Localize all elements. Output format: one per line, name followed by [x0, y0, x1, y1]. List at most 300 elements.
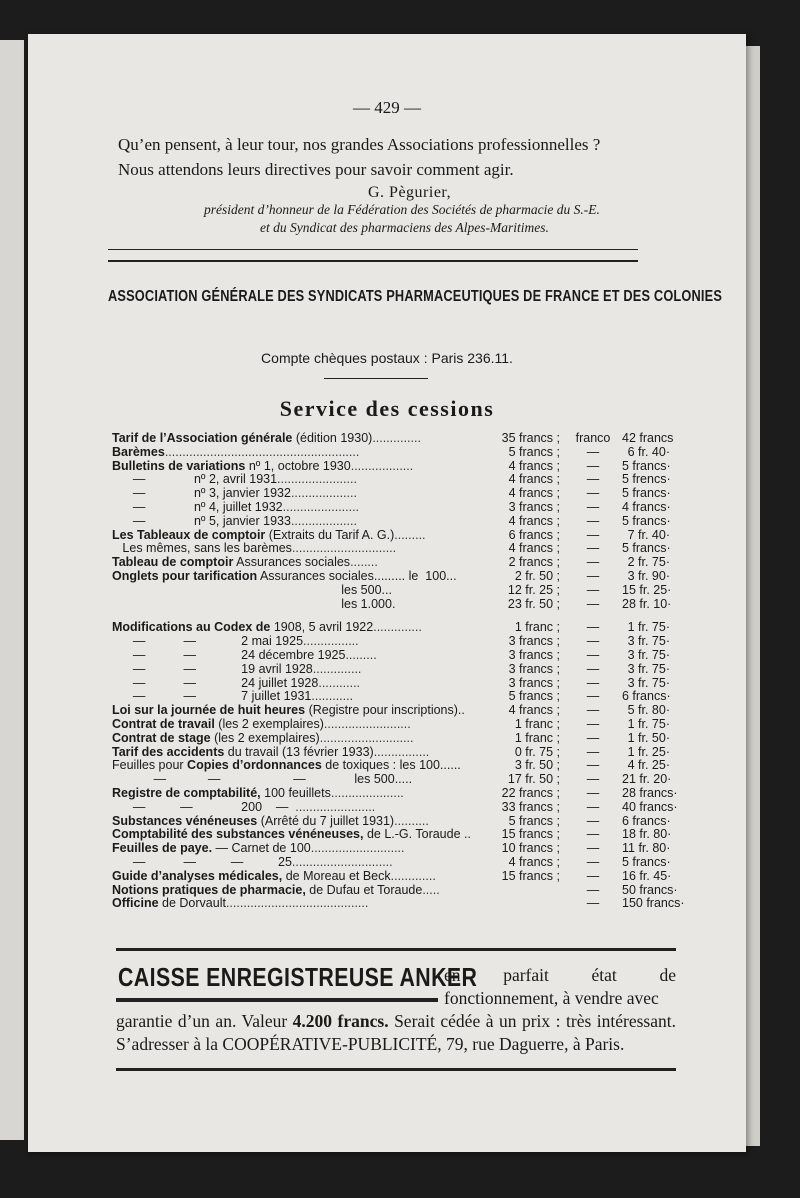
- item-label: [112, 487, 357, 501]
- item-label: [112, 635, 359, 649]
- ad-price: 4.200 francs.: [292, 1011, 389, 1031]
- item-label: [112, 690, 353, 704]
- item-franco-price: 15 fr. 25·: [622, 582, 672, 597]
- item-franco: [564, 799, 678, 815]
- price-row: [112, 649, 672, 663]
- item-label-bold: Contrat de travail: [112, 716, 215, 731]
- item-price: 12 fr. 25 ;: [507, 582, 560, 597]
- item-franco: [564, 621, 672, 635]
- item-label: [112, 732, 414, 746]
- item-franco-price: 7 fr. 40·: [627, 527, 670, 542]
- item-label: — — 19 avril 1928: [112, 661, 313, 676]
- item-label-bold: Barèmes: [112, 444, 165, 459]
- divider-thick: [108, 260, 638, 262]
- item-franco-price: 6 francs·: [622, 813, 671, 828]
- item-franco-price: 3 fr. 75·: [627, 675, 670, 690]
- item-label: — — 200 —: [112, 799, 296, 814]
- item-label: — — 24 juillet 1928: [112, 675, 319, 690]
- item-separator: —: [586, 841, 600, 856]
- item-price: 4 francs ;: [508, 472, 560, 487]
- item-label: [112, 828, 471, 842]
- item-label: — nº 5, janvier 1933: [112, 513, 291, 528]
- item-franco: [564, 746, 672, 760]
- item-dots: .........: [394, 527, 426, 542]
- item-franco: [564, 759, 672, 773]
- quote-line-1: Qu’en pensent, à leur tour, nos grandes Associations professionnelles ?: [118, 135, 601, 154]
- item-separator: —: [586, 582, 600, 597]
- item-label: [112, 801, 375, 815]
- item-franco-price: 6 fr. 40·: [627, 444, 670, 459]
- document-page: [28, 34, 746, 1152]
- signature-title-1: président d’honneur de la Fédération des Sociétés de pharmacie du S.-E.: [204, 202, 600, 217]
- item-label: [112, 473, 357, 487]
- page-stack-edge: [746, 46, 760, 1146]
- price-row: [112, 432, 672, 446]
- price-row: [112, 842, 672, 856]
- item-label: du travail (13 février 1933): [224, 744, 374, 759]
- item-dots: ............: [318, 675, 361, 690]
- price-row: [112, 501, 672, 515]
- item-price: 4 francs ;: [508, 458, 560, 473]
- price-row: [112, 515, 672, 529]
- item-label: [112, 542, 396, 556]
- item-separator: —: [586, 634, 600, 649]
- item-dots: ...........................: [310, 841, 405, 856]
- item-label: — — — 25: [112, 854, 292, 869]
- item-label-bold: Bulletins de variations: [112, 458, 246, 473]
- price-row: [112, 704, 672, 718]
- item-price: 4 francs ;: [508, 703, 560, 718]
- item-dots: ..............: [373, 620, 422, 635]
- item-franco: [564, 598, 672, 612]
- association-name: ASSOCIATION GÉNÉRALE DES SYNDICATS PHARMACEUTIQUES DE FRANCE ET DES COLONIES: [108, 288, 723, 305]
- item-franco-price: 3 fr. 75·: [627, 647, 670, 662]
- price-row: [112, 828, 672, 842]
- item-label: [112, 515, 357, 529]
- item-price: 4 francs ;: [508, 486, 560, 501]
- item-franco: [564, 870, 672, 884]
- item-label: [112, 432, 421, 446]
- ad-body-text: [116, 1010, 676, 1056]
- item-franco-price: 50 francs·: [622, 882, 678, 897]
- item-label: les 1.000.: [112, 596, 396, 611]
- item-label: [112, 460, 413, 474]
- item-label-bold: Substances vénéneuses: [112, 813, 258, 828]
- item-label: de L.-G. Toraude ..: [363, 827, 471, 842]
- item-label: Assurances sociales: [233, 555, 351, 570]
- item-separator: —: [586, 730, 600, 745]
- item-franco: [564, 473, 672, 487]
- price-row: [112, 598, 672, 612]
- price-row: [112, 584, 672, 598]
- price-row: [112, 487, 672, 501]
- item-label: [112, 773, 412, 787]
- item-franco: [564, 556, 672, 570]
- ad-title-underline: [116, 998, 438, 1002]
- item-dots: .........................: [323, 716, 411, 731]
- item-franco: [564, 515, 672, 529]
- price-row: [112, 773, 672, 787]
- item-label-bold: Registre de comptabilité,: [112, 785, 261, 800]
- item-franco: [564, 773, 672, 787]
- item-separator: —: [586, 689, 600, 704]
- item-franco-price: 28 fr. 10·: [622, 596, 672, 611]
- item-franco-price: 5 francs·: [622, 458, 671, 473]
- item-franco: [564, 882, 678, 898]
- item-separator: —: [586, 661, 600, 676]
- price-row: [112, 635, 672, 649]
- item-label: — — — les 500.....: [112, 772, 413, 787]
- item-franco: [564, 690, 672, 704]
- item-franco-price: 2 fr. 75·: [627, 555, 670, 570]
- item-price: 4 francs ;: [508, 854, 560, 869]
- item-price: 1 franc ;: [514, 620, 560, 635]
- item-separator: —: [586, 513, 600, 528]
- item-separator: —: [586, 799, 600, 814]
- price-row: [112, 690, 672, 704]
- item-price: 23 fr. 50 ;: [507, 596, 560, 611]
- item-dots: .......................: [295, 799, 376, 814]
- price-row: [112, 556, 672, 570]
- item-franco: [564, 718, 672, 732]
- item-franco-price: 3 fr. 75·: [627, 634, 670, 649]
- item-price: 17 fr. 50 ;: [507, 772, 560, 787]
- item-label: (édition 1930): [292, 431, 373, 445]
- item-label: de Moreau et Beck: [282, 868, 391, 883]
- item-price: 2 francs ;: [508, 555, 560, 570]
- ad-rule-top: [116, 948, 676, 951]
- item-dots: .........: [345, 647, 377, 662]
- item-franco-price: 5 fr. 80·: [627, 703, 670, 718]
- item-label: Feuilles pour: [112, 758, 188, 773]
- item-separator: —: [586, 758, 600, 773]
- price-row: [112, 446, 672, 460]
- item-dots: ..................: [350, 458, 414, 473]
- item-label: 100 feuillets: [260, 785, 331, 800]
- item-label-bold: Feuilles de paye.: [112, 841, 213, 856]
- item-franco: [564, 842, 672, 856]
- item-label: (les 2 exemplaires): [210, 730, 320, 745]
- item-label-bold: Onglets pour tarification: [112, 568, 258, 583]
- item-label-bold: Contrat de stage: [112, 730, 211, 745]
- item-label: (Extraits du Tarif A. G.): [265, 527, 395, 542]
- item-separator: —: [586, 486, 600, 501]
- item-franco: [564, 487, 672, 501]
- item-price: 5 francs ;: [508, 813, 560, 828]
- item-label: les 500...: [112, 582, 392, 597]
- ad-side-text: en parfait état de fonctionnement, à vendre avec: [444, 965, 676, 1008]
- item-label: (les 2 exemplaires): [214, 716, 324, 731]
- item-label-bold: Tarif des accidents: [112, 744, 225, 759]
- item-franco: [564, 896, 685, 911]
- item-label: de Dorvault: [158, 896, 226, 911]
- item-label: [112, 584, 392, 598]
- item-price: 3 francs ;: [508, 661, 560, 676]
- item-price: 33 francs ;: [501, 799, 560, 814]
- item-dots: ..............................: [291, 541, 397, 556]
- item-separator: —: [586, 882, 600, 897]
- item-label: [112, 787, 404, 801]
- item-label: [112, 649, 377, 663]
- item-label: [112, 570, 457, 584]
- short-divider: [324, 378, 428, 379]
- item-label: — — 24 décembre 1925: [112, 647, 346, 662]
- item-separator: —: [586, 854, 600, 869]
- item-label: [112, 759, 461, 773]
- quote-line-2: Nous attendons leurs directives pour savoir comment agir.: [118, 160, 514, 179]
- item-separator: —: [586, 541, 600, 556]
- item-label: — Carnet de 100: [212, 841, 311, 856]
- item-dots: .........................................: [225, 896, 369, 911]
- ad-text-pre: garantie d’un an. Valeur: [116, 1011, 293, 1031]
- item-franco: [564, 663, 672, 677]
- facing-page-edge: [0, 40, 24, 1140]
- item-label: (Registre pour inscriptions)..: [305, 703, 465, 718]
- item-franco: [564, 732, 672, 746]
- item-label: [112, 870, 436, 884]
- item-separator: —: [586, 785, 600, 800]
- price-row: [112, 570, 672, 584]
- item-label: [112, 501, 359, 515]
- item-label: [112, 663, 361, 677]
- item-price: 5 francs ;: [508, 444, 560, 459]
- item-price: 15 francs ;: [501, 868, 560, 883]
- item-price: 10 francs ;: [501, 841, 560, 856]
- item-franco-price: 11 fr. 80·: [622, 841, 671, 856]
- item-franco-price: 16 fr. 45·: [622, 868, 672, 883]
- item-separator: —: [586, 596, 600, 611]
- item-price: 5 francs ;: [508, 689, 560, 704]
- price-row: [112, 759, 672, 773]
- item-price: 4 francs ;: [508, 513, 560, 528]
- item-separator: —: [586, 444, 600, 459]
- item-dots: ............: [311, 689, 354, 704]
- price-row: [112, 460, 672, 474]
- item-separator: —: [586, 703, 600, 718]
- item-dots: ........................................................: [164, 444, 360, 459]
- postal-account: Compte chèques postaux : Paris 236.11.: [261, 350, 513, 366]
- price-list: [112, 431, 685, 911]
- item-dots: ......................: [282, 499, 360, 514]
- service-title: Service des cessions: [279, 396, 495, 421]
- item-label-bold: Guide d’analyses médicales,: [112, 868, 283, 883]
- item-label: [112, 884, 440, 898]
- item-franco-price: 5 francs·: [622, 513, 671, 528]
- item-dots: .....: [422, 882, 440, 897]
- item-franco-price: 4 fr. 25·: [627, 758, 670, 773]
- item-label: [112, 621, 422, 635]
- item-dots: .............: [390, 868, 436, 883]
- item-label-bold: Les Tableaux de comptoir: [112, 527, 266, 542]
- item-franco-price: 4 francs·: [622, 499, 671, 514]
- signature-title-2: et du Syndicat des pharmaciens des Alpes-Maritimes.: [260, 220, 549, 235]
- price-row: [112, 815, 672, 829]
- item-dots: .......................: [277, 472, 357, 487]
- item-price: 4 francs ;: [508, 541, 560, 556]
- price-row: [112, 799, 678, 815]
- item-separator: —: [586, 620, 600, 635]
- item-price: 22 francs ;: [501, 785, 560, 800]
- item-franco: [564, 704, 672, 718]
- item-separator: —: [586, 772, 600, 787]
- item-label: [112, 677, 360, 691]
- price-row: [112, 718, 672, 732]
- item-separator: —: [586, 896, 600, 911]
- item-label: [112, 746, 429, 760]
- item-franco-price: 42 francs: [622, 431, 674, 445]
- item-separator: —: [586, 555, 600, 570]
- ad-rule-bottom: [116, 1068, 676, 1071]
- item-label: — — 7 juillet 1931: [112, 689, 312, 704]
- item-label-bold: Loi sur la journée de huit heures: [112, 703, 306, 718]
- item-label: [112, 897, 368, 911]
- item-label-bold: Modifications au Codex de: [112, 620, 271, 635]
- item-price: 6 francs ;: [508, 527, 560, 542]
- item-franco: [564, 856, 672, 870]
- item-price: 3 francs ;: [508, 634, 560, 649]
- item-franco-price: 3 fr. 90·: [627, 568, 670, 583]
- item-label: Assurances sociales......... le 100...: [257, 568, 457, 583]
- item-franco: [564, 570, 672, 584]
- quote-paragraph: [118, 132, 648, 182]
- item-franco: [564, 432, 672, 446]
- item-price: 15 francs ;: [501, 827, 560, 842]
- item-price: 2 fr. 50 ;: [514, 568, 560, 583]
- ad-title: CAISSE ENREGISTREUSE ANKER: [118, 962, 478, 992]
- item-label: — nº 3, janvier 1932: [112, 486, 291, 501]
- item-dots: .............................: [291, 854, 393, 869]
- item-separator: —: [586, 499, 600, 514]
- item-franco: [564, 446, 672, 460]
- item-franco: [564, 828, 672, 842]
- item-separator: —: [586, 868, 600, 883]
- item-separator: franco: [575, 431, 611, 445]
- item-franco-price: 28 francs·: [622, 785, 678, 800]
- item-dots: ...........................: [319, 730, 414, 745]
- item-franco-price: 5 frencs·: [622, 472, 671, 487]
- page-number: — 429 —: [353, 98, 421, 117]
- item-franco: [564, 542, 672, 556]
- item-price: 3 francs ;: [508, 499, 560, 514]
- item-label: Les mêmes, sans les barèmes: [112, 541, 292, 556]
- item-separator: —: [586, 568, 600, 583]
- item-franco-price: 150 francs·: [622, 896, 685, 911]
- signature-name: G. Pègurier,: [368, 184, 452, 201]
- item-dots: ..............: [312, 661, 362, 676]
- item-label: [112, 842, 405, 856]
- item-dots: ...................: [290, 513, 357, 528]
- item-label-bold: Notions pratiques de pharmacie,: [112, 882, 306, 897]
- item-label-bold: Officine: [112, 896, 159, 911]
- item-separator: —: [586, 744, 600, 759]
- price-row: [112, 896, 685, 911]
- item-label: [112, 856, 393, 870]
- item-franco-price: 5 francs·: [622, 486, 671, 501]
- item-label: [112, 815, 429, 829]
- divider-thin: [108, 249, 638, 250]
- item-franco-price: 21 fr. 20·: [622, 772, 672, 787]
- price-row: [112, 663, 672, 677]
- item-franco-price: 40 francs·: [622, 799, 678, 814]
- item-franco: [564, 677, 672, 691]
- item-franco: [564, 460, 672, 474]
- ad-text-post: Serait cédée à un prix : très intéressant. S’adresser à la COOPÉRATIVE-PUBLICITÉ, 79, rue Daguerre, à Paris.: [116, 1011, 676, 1054]
- item-label: [112, 718, 411, 732]
- item-franco: [564, 501, 672, 515]
- item-label: de Dufau et Toraude: [305, 882, 423, 897]
- item-separator: —: [586, 675, 600, 690]
- item-dots: .....................: [330, 785, 404, 800]
- item-franco: [564, 635, 672, 649]
- item-label: — nº 4, juillet 1932: [112, 499, 283, 514]
- item-label: — nº 2, avril 1931: [112, 472, 278, 487]
- item-separator: —: [586, 813, 600, 828]
- item-dots: ..............: [372, 431, 421, 445]
- item-franco: [564, 815, 672, 829]
- item-franco-price: 5 francs·: [622, 541, 671, 556]
- item-separator: —: [586, 472, 600, 487]
- item-label: [112, 529, 426, 543]
- item-price: 35 francs ;: [501, 431, 560, 445]
- item-franco-price: 1 fr. 75·: [627, 716, 670, 731]
- item-price: 3 francs ;: [508, 647, 560, 662]
- item-price: 3 fr. 50 ;: [514, 758, 560, 773]
- price-row: [112, 677, 672, 691]
- price-row: [112, 621, 672, 635]
- item-price: 1 franc ;: [514, 716, 560, 731]
- item-label-bold2: Copies d’ordonnances: [187, 758, 322, 773]
- item-label2: de toxiques : les 100......: [321, 758, 461, 773]
- price-row: [112, 529, 672, 543]
- item-dots: ................: [303, 634, 359, 649]
- item-label-bold: Tarif de l’Association générale: [112, 431, 293, 445]
- price-row: [112, 746, 672, 760]
- item-separator: —: [586, 647, 600, 662]
- item-label-bold: Comptabilité des substances vénéneuses,: [112, 827, 364, 842]
- item-label: 1908, 5 avril 1922: [270, 620, 374, 635]
- item-franco: [564, 529, 672, 543]
- price-row: [112, 473, 672, 487]
- item-price: 1 franc ;: [514, 730, 560, 745]
- item-separator: —: [586, 827, 600, 842]
- item-franco-price: 1 fr. 50·: [627, 730, 670, 745]
- item-dots: ........: [350, 555, 378, 570]
- item-label: nº 1, octobre 1930: [245, 458, 351, 473]
- item-price: 0 fr. 75 ;: [514, 744, 560, 759]
- item-franco-price: 5 francs·: [622, 854, 671, 869]
- item-label-bold: Tableau de comptoir: [112, 555, 234, 570]
- price-row: [112, 856, 672, 870]
- item-label: [112, 598, 395, 612]
- item-franco-price: 18 fr. 80·: [622, 827, 672, 842]
- item-label: (Arrêté du 7 juillet 1931): [257, 813, 395, 828]
- item-franco: [564, 649, 672, 663]
- item-dots: ..........: [394, 813, 429, 828]
- price-row: [112, 542, 672, 556]
- item-label: [112, 556, 378, 570]
- item-dots: ................: [373, 744, 430, 759]
- item-franco-price: 6 francs·: [622, 689, 671, 704]
- price-row: [112, 870, 672, 884]
- price-row: [112, 882, 678, 898]
- item-separator: —: [586, 527, 600, 542]
- item-label: [112, 704, 465, 718]
- item-label: [112, 446, 359, 460]
- item-price: 3 francs ;: [508, 675, 560, 690]
- price-row: [112, 785, 678, 801]
- item-franco-price: 3 fr. 75·: [627, 661, 670, 676]
- item-franco: [564, 785, 678, 801]
